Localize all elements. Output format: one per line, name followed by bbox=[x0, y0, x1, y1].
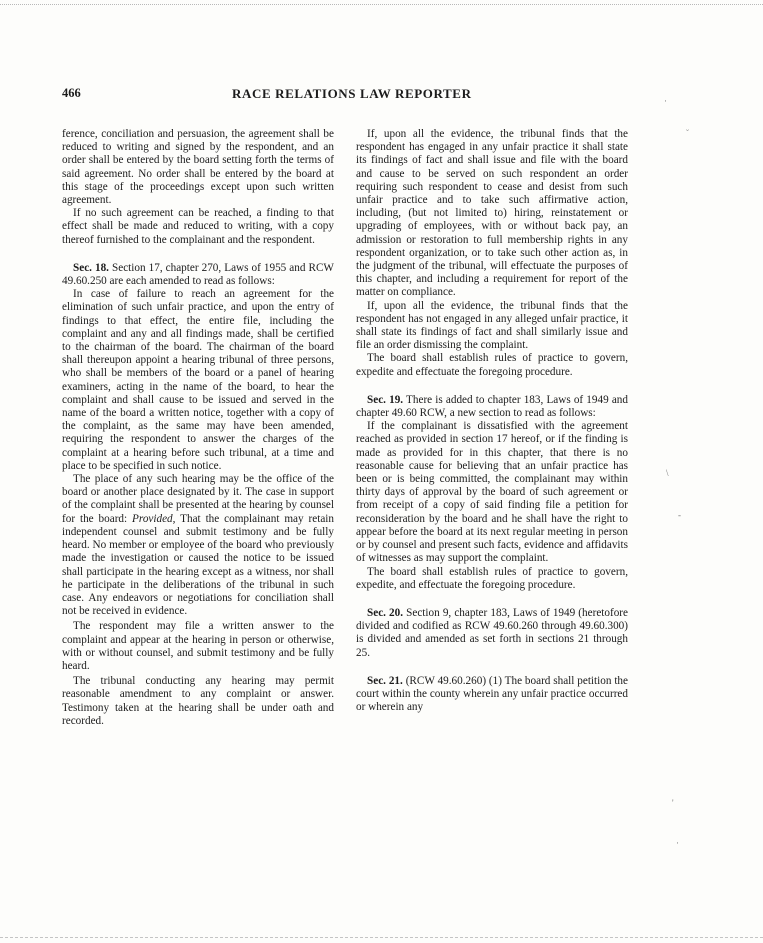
section-label: Sec. 20. bbox=[367, 606, 404, 619]
section-label: Sec. 19. bbox=[367, 393, 404, 406]
section-text: Section 17, chapter 270, Laws of 1955 and RCW 49.60.250 are each amended to read as follows: bbox=[62, 261, 334, 288]
right-column bbox=[356, 128, 628, 714]
paragraph bbox=[62, 473, 334, 618]
page-bottom-edge bbox=[0, 937, 763, 938]
scan-speck: ' bbox=[672, 798, 674, 808]
scan-speck: \ bbox=[666, 468, 669, 478]
scan-speck: · bbox=[664, 96, 667, 106]
paragraph: If, upon all the evidence, the tribunal finds that the respondent has engaged in any unfair practice it shall state its findings of fact and shall issue and file with the board and cause to be served on such respondent an order requiring such respondent to cease and desist from such unfair practice and to take such affirmative action, including, (but not limited to) hiring, reinstatement or upgrading of employees, with or without back pay, an admission or restoration to full membership rights in any respondent organization, or to take such other action as, in the judgment of the tribunal, will effectuate the purposes of this chapter, and including a requirement for report of the matter on compliance. bbox=[356, 128, 628, 299]
paragraph: If, upon all the evidence, the tribunal finds that the respondent has not engaged in any alleged unfair practice, it shall state its findings of fact and shall similarly issue and file an order dismissing the complaint. bbox=[356, 299, 628, 352]
paragraph: ference, conciliation and persuasion, the agreement shall be reduced to writing and signed by the respondent, and an order shall be entered by the board setting forth the terms of said agreement. No order shall be entered by the board at this stage of the proceedings except upon such written agreement. bbox=[62, 128, 334, 207]
left-column bbox=[62, 128, 334, 728]
section-text: There is added to chapter 183, Laws of 1949 and chapter 49.60 RCW, a new section to read as follows: bbox=[356, 393, 628, 420]
paragraph: The board shall establish rules of practice to govern, expedite and effectuate the foregoing procedure. bbox=[356, 352, 628, 378]
page-number: 466 bbox=[62, 86, 81, 100]
paragraph: If the complainant is dissatisfied with the agreement reached as provided in section 17 hereof, or if the finding is made as provided for in this chapter, that there is no reasonable cause for believing that an unfair practice has been or is being committed, the complainant may within thirty days of approval by the board of such agreement or from receipt of a copy of said finding file a petition for reconsideration by the board and he shall have the right to appear before the board at its next regular meeting in person or by counsel and present such facts, evidence and affidavits of witnesses as may support the complaint. bbox=[356, 420, 628, 565]
section-label: Sec. 21. bbox=[367, 674, 403, 687]
running-head: RACE RELATIONS LAW REPORTER bbox=[232, 86, 472, 101]
section-label: Sec. 18. bbox=[73, 261, 109, 274]
paragraph: The board shall establish rules of practice to govern, expedite, and effectuate the foregoing procedure. bbox=[356, 565, 628, 591]
paragraph: If no such agreement can be reached, a finding to that effect shall be made and reduced to writing, with a copy thereof furnished to the complainant and the respondent. bbox=[62, 207, 334, 246]
paragraph: The tribunal conducting any hearing may permit reasonable amendment to any complaint or answer. Testimony taken at the hearing shall be under oath and recorded. bbox=[62, 675, 334, 727]
section-text: (RCW 49.60.260) (1) The board shall petition the court within the county wherein any unfair practice occurred or wherein any bbox=[356, 674, 628, 714]
proviso: Provided, bbox=[132, 512, 176, 525]
scan-speck: ˘ bbox=[686, 128, 689, 138]
section-19 bbox=[356, 394, 628, 420]
paragraph: The respondent may file a written answer to the complaint and appear at the hearing in person or otherwise, with or without counsel, and submit testimony and be fully heard. bbox=[62, 620, 334, 672]
paragraph: In case of failure to reach an agreement for the elimination of such unfair practice, and upon the entry of findings to that effect, the entire file, including the complaint and any and all findings made, shall be certified to the chairman of the board. The chairman of the board shall thereupon appoint a hearing tribunal of three persons, who shall be members of the board or a panel of hearing examiners, acting in the name of the board, to hear the complaint and shall cause to be issued and served in the name of the board a written notice, together with a copy of the complaint, as the same may have been amended, requiring the respondent to answer the charges of the complaint at a hearing before such tribunal, at a time and place to be specified in such notice. bbox=[62, 288, 334, 472]
text-run: The place of any such hearing may be the office of the board or another place designated by it. The case in support of the complaint shall be presented at the hearing by counsel for the board: bbox=[62, 473, 334, 525]
section-18 bbox=[62, 262, 334, 288]
text-run: That the complainant may retain independent counsel and submit testimony and be fully heard. No member or employee of the board who previously made the investigation or caused the notice to be issued shall participate in the hearing except as a witness, nor shall he participate in the deliberations of the tribunal in such case. Any endeavors or negotiations for conciliation shall not be received in evidence. bbox=[62, 512, 335, 618]
section-21 bbox=[356, 675, 628, 715]
section-text: Section 9, chapter 183, Laws of 1949 (heretofore divided and codified as RCW 49.60.260 through 49.60.300) is divided and amended as set forth in sections 21 through 25. bbox=[356, 606, 628, 659]
section-20 bbox=[356, 607, 628, 660]
scan-speck: - bbox=[678, 510, 681, 520]
page-top-edge bbox=[0, 4, 763, 5]
scan-speck: · bbox=[676, 838, 679, 848]
